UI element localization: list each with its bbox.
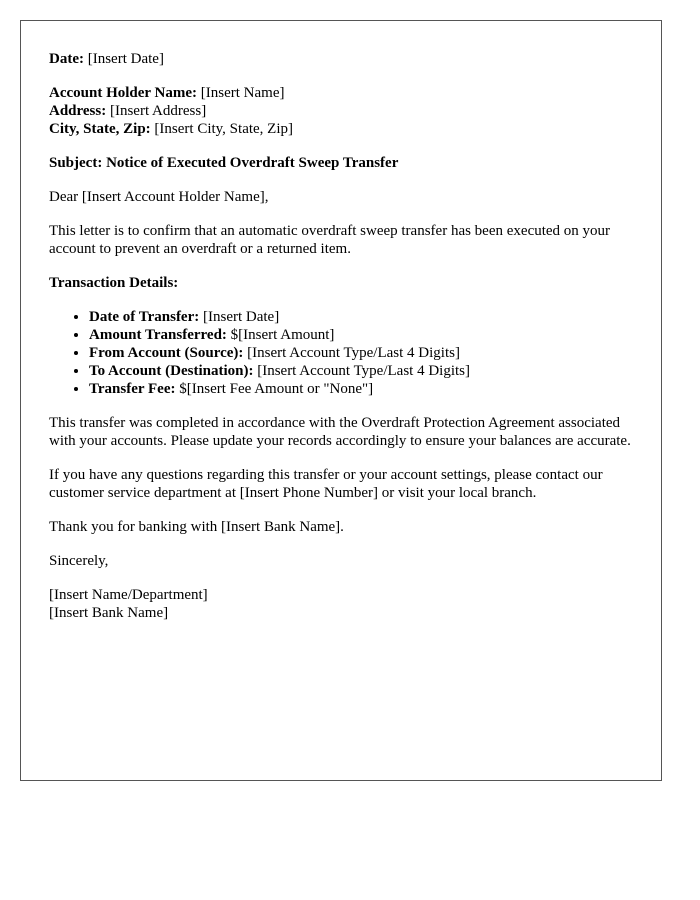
detail-item	[89, 326, 633, 344]
detail-label: Date of Transfer:	[89, 309, 200, 325]
detail-label: Amount Transferred:	[89, 327, 227, 343]
signature-block	[49, 586, 633, 622]
detail-value: $[Insert Amount]	[226, 327, 335, 343]
intro-paragraph: This letter is to confirm that an automatic overdraft sweep transfer has been executed on your account to prevent an overdraft or a returned item.	[49, 223, 611, 257]
detail-value: [Insert Date]	[199, 309, 280, 325]
agreement-paragraph: This transfer was completed in accordance with the Overdraft Protection Agreement associated with your accounts. Please update your records accordingly to ensure your balances are accurate.	[49, 415, 631, 449]
detail-item	[89, 344, 633, 362]
recipient-block	[49, 84, 633, 138]
city-state-zip-value: [Insert City, State, Zip]	[150, 121, 294, 137]
signature-bank: [Insert Bank Name]	[49, 605, 169, 621]
transaction-details-list	[49, 308, 633, 398]
city-state-zip-label: City, State, Zip:	[49, 121, 151, 137]
account-holder-line	[49, 84, 633, 102]
address-label: Address:	[49, 103, 107, 119]
signature-name: [Insert Name/Department]	[49, 587, 208, 603]
detail-value: [Insert Account Type/Last 4 Digits]	[243, 345, 460, 361]
thanks-line: Thank you for banking with [Insert Bank Name].	[49, 519, 344, 535]
letter-page	[20, 20, 662, 781]
address-line	[49, 102, 633, 120]
detail-label: From Account (Source):	[89, 345, 244, 361]
questions-paragraph: If you have any questions regarding this transfer or your account settings, please contact our customer service department at [Insert Phone Number] or visit your local branch.	[49, 467, 603, 501]
subject-line: Subject: Notice of Executed Overdraft Sweep Transfer	[49, 155, 399, 171]
detail-item	[89, 380, 633, 398]
address-value: [Insert Address]	[106, 103, 207, 119]
detail-item	[89, 362, 633, 380]
date-label: Date:	[49, 51, 84, 67]
account-holder-value: [Insert Name]	[197, 85, 285, 101]
transaction-details-heading: Transaction Details:	[49, 275, 179, 291]
detail-item	[89, 308, 633, 326]
closing-line: Sincerely,	[49, 553, 109, 569]
detail-label: To Account (Destination):	[89, 363, 254, 379]
account-holder-label: Account Holder Name:	[49, 85, 198, 101]
detail-value: [Insert Account Type/Last 4 Digits]	[253, 363, 471, 379]
salutation: Dear [Insert Account Holder Name],	[49, 189, 269, 205]
detail-value: $[Insert Fee Amount or "None"]	[175, 381, 374, 397]
city-state-zip-line	[49, 120, 633, 138]
date-value: [Insert Date]	[83, 51, 164, 67]
detail-label: Transfer Fee:	[89, 381, 176, 397]
date-line	[49, 50, 633, 68]
